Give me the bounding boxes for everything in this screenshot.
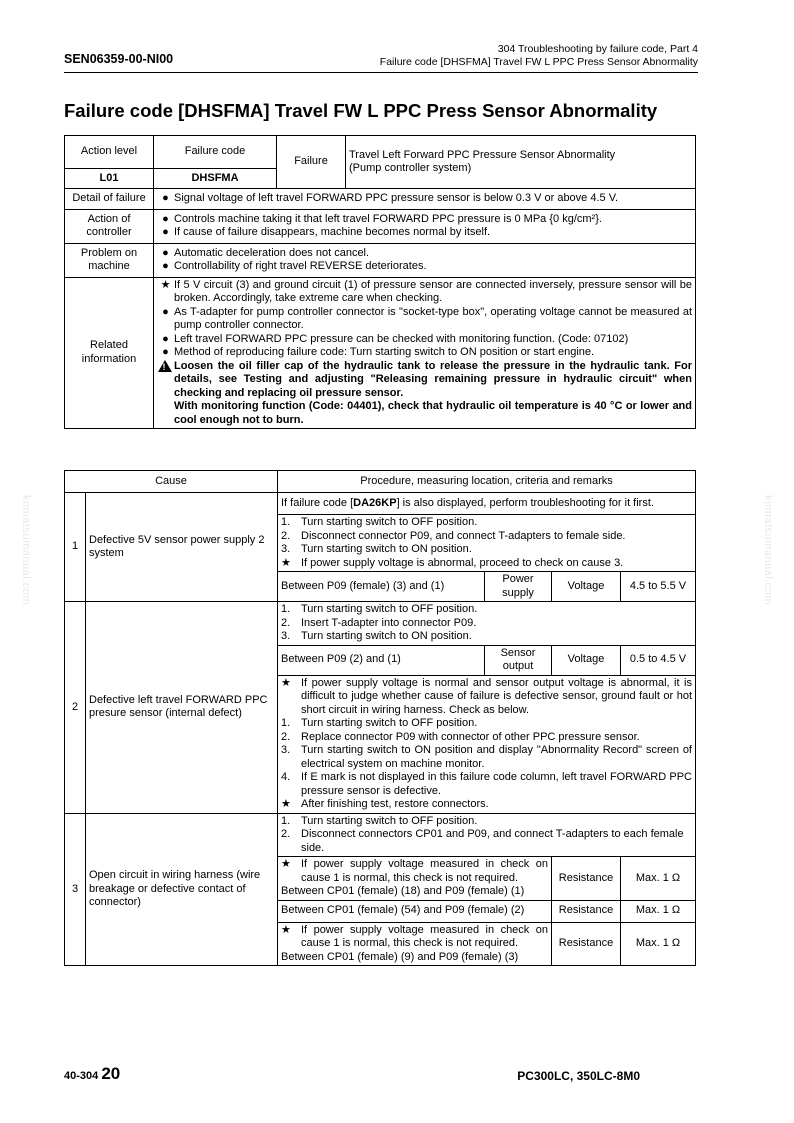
note: After finishing test, restore connectors. bbox=[301, 798, 489, 810]
step: Disconnect connector P09, and connect T-adapters to female side. bbox=[301, 529, 626, 542]
procedure-header: Procedure, measuring location, criteria and remarks bbox=[278, 471, 696, 493]
section-title: 304 Troubleshooting by failure code, Part 4 bbox=[497, 43, 698, 55]
cause-1-number: 1 bbox=[65, 493, 86, 602]
measure-value: Max. 1 Ω bbox=[621, 857, 696, 901]
problem-text-2: Controllability of right travel REVERSE deteriorates. bbox=[174, 260, 427, 272]
measure-location: Between P09 (female) (3) and (1) bbox=[278, 572, 485, 602]
star-icon: ★ bbox=[281, 676, 291, 689]
cause-1-description: Defective 5V sensor power supply 2 system bbox=[86, 493, 278, 602]
related-text-4: Method of reproducing failure code: Turn starting switch to ON position or start engine. bbox=[174, 346, 595, 358]
star-icon: ★ bbox=[281, 923, 291, 936]
cause-3-number: 3 bbox=[65, 813, 86, 966]
cause-2-check: ★ If power supply voltage is normal and sensor output voltage is abnormal, it is difficult to judge whether cause of failure is defective sensor, ground fault or hot short circuit in wiring harness. Check as below. 1. Turn starting switch to OFF position. 2. Replace connector P09 with connector of other PPC pressure sensor. 3. Turn starting switch to ON position and display "Abnormality Record" screen of electrical system on machine monitor. 4. If E mark is not displayed in this failure code column, left travel FORWARD PPC pressure sensor is defective. ★ After finishing test, restore connectors. bbox=[278, 675, 696, 813]
warning-text-1: Loosen the oil filler cap of the hydraulic tank to release the pressure in the hydraulic tank. For details, see Testing and adjusting "Releasing remaining pressure in hydraulic circuit" when checking and replacing oil pressure sensor. bbox=[174, 359, 692, 399]
precheck-code: DA26KP bbox=[353, 496, 397, 509]
page-title: Failure code [DHSFMA] Travel FW L PPC Press Sensor Abnormality bbox=[64, 100, 658, 121]
measure-type: Voltage bbox=[552, 572, 621, 602]
detail-cell: ● Signal voltage of left travel FORWARD PPC pressure sensor is below 0.3 V or above 4.5 V. bbox=[154, 189, 696, 210]
related-text-2: As T-adapter for pump controller connector is "socket-type box", operating voltage cannot be measured at pump controller connector. bbox=[174, 305, 692, 331]
cause-table bbox=[64, 470, 696, 966]
star-icon: ★ bbox=[281, 556, 291, 569]
step: Replace connector P09 with connector of other PPC pressure sensor. bbox=[301, 730, 640, 743]
step: Turn starting switch to ON position and display "Abnormality Record" screen of electrical system on machine monitor. bbox=[301, 744, 692, 770]
measure-item: Power supply bbox=[485, 572, 552, 602]
page-prefix: 40-304 bbox=[64, 1070, 99, 1082]
detail-text: Signal voltage of left travel FORWARD PPC pressure sensor is below 0.3 V or above 4.5 V. bbox=[174, 192, 619, 204]
related-text-1: If 5 V circuit (3) and ground circuit (1) of pressure sensor are connected inversely, pressure sensor will be broken. Accordingly, take extreme care when checking. bbox=[174, 278, 692, 304]
step: Turn starting switch to OFF position. bbox=[301, 603, 478, 615]
warning-icon bbox=[158, 360, 172, 372]
cause-3-description: Open circuit in wiring harness (wire breakage or defective contact of connector) bbox=[86, 813, 278, 966]
problem-cell: ● Automatic deceleration does not cancel. ● Controllability of right travel REVERSE deteriorates. bbox=[154, 243, 696, 277]
cause-2-description: Defective left travel FORWARD PPC presure sensor (internal defect) bbox=[86, 602, 278, 814]
precheck-text-end: ] is also displayed, perform troubleshooting for it first. bbox=[396, 496, 654, 509]
step: Turn starting switch to ON position. bbox=[301, 543, 472, 555]
measure-type: Voltage bbox=[552, 645, 621, 675]
measure-item: Sensor output bbox=[485, 645, 552, 675]
step: If E mark is not displayed in this failure code column, left travel FORWARD PPC pressure sensor is defective. bbox=[301, 771, 692, 797]
step: Turn starting switch to ON position. bbox=[301, 630, 472, 642]
document-code: SEN06359-00-NI00 bbox=[64, 52, 174, 66]
failure-description-line: Travel Left Forward PPC Pressure Sensor Abnormality bbox=[349, 148, 616, 161]
note: If power supply voltage is normal and sensor output voltage is abnormal, it is difficult to judge whether cause of failure is defective sensor, ground fault or hot short circuit in wiring harness. Check as below. bbox=[301, 676, 692, 716]
measure-type: Resistance bbox=[552, 900, 621, 922]
problem-label: Problem on machine bbox=[65, 243, 154, 277]
action-text-2: If cause of failure disappears, machine becomes normal by itself. bbox=[174, 226, 491, 238]
failure-info-table bbox=[64, 135, 696, 429]
related-label: Related information bbox=[65, 277, 154, 429]
action-level-value: L01 bbox=[65, 169, 154, 189]
action-cell: ● Controls machine taking it that left travel FORWARD PPC pressure is 0 MPa {0 kg/cm²}. ● If cause of failure disappears, machine becomes normal by itself. bbox=[154, 209, 696, 243]
measure-type: Resistance bbox=[552, 922, 621, 966]
page-number bbox=[64, 1064, 120, 1084]
measure-location bbox=[278, 922, 552, 966]
watermark-left: komatsumanual.com bbox=[20, 495, 32, 605]
failure-system-line: (Pump controller system) bbox=[349, 162, 472, 174]
step: Turn starting switch to OFF position. bbox=[301, 717, 478, 729]
step: Turn starting switch to OFF position. bbox=[301, 814, 478, 827]
watermark-right: komatsumanual.com bbox=[762, 495, 774, 605]
precheck-text: If failure code [ bbox=[281, 496, 354, 509]
cause-2-number: 2 bbox=[65, 602, 86, 814]
page-num: 20 bbox=[101, 1064, 121, 1083]
measure-value: Max. 1 Ω bbox=[621, 922, 696, 966]
note: If power supply voltage is abnormal, proceed to check on cause 3. bbox=[301, 556, 624, 569]
header-rule bbox=[64, 72, 698, 73]
measure-location: Between P09 (2) and (1) bbox=[278, 645, 485, 675]
note: If power supply voltage measured in check on cause 1 is normal, this check is not required. bbox=[301, 858, 548, 884]
subsection-title: Failure code [DHSFMA] Travel FW L PPC Press Sensor Abnormality bbox=[379, 56, 698, 68]
cause-1-precheck bbox=[278, 493, 696, 515]
failure-code-header: Failure code bbox=[154, 136, 277, 169]
related-text-3: Left travel FORWARD PPC pressure can be checked with monitoring function. (Code: 07102) bbox=[174, 332, 629, 345]
action-text-1: Controls machine taking it that left travel FORWARD PPC pressure is 0 MPa {0 kg/cm²}. bbox=[174, 212, 602, 225]
step: Turn starting switch to OFF position. bbox=[301, 516, 478, 528]
star-icon: ★ bbox=[281, 798, 291, 810]
action-label: Action of controller bbox=[65, 209, 154, 243]
failure-code-value: DHSFMA bbox=[154, 169, 277, 189]
measure-location-text: Between CP01 (female) (18) and P09 (female) (1) bbox=[281, 885, 525, 897]
measure-location: Between CP01 (female) (54) and P09 (female) (2) bbox=[278, 900, 552, 922]
measure-value: Max. 1 Ω bbox=[621, 900, 696, 922]
star-icon: ★ bbox=[160, 278, 171, 291]
star-icon: ★ bbox=[281, 858, 291, 870]
running-header bbox=[380, 43, 698, 69]
failure-description bbox=[346, 136, 696, 189]
measure-location bbox=[278, 857, 552, 901]
step: Disconnect connectors CP01 and P09, and connect T-adapters to each female side. bbox=[301, 828, 684, 854]
failure-header: Failure bbox=[277, 136, 346, 189]
cause-header: Cause bbox=[65, 471, 278, 493]
problem-text-1: Automatic deceleration does not cancel. bbox=[174, 246, 370, 259]
detail-label: Detail of failure bbox=[65, 189, 154, 210]
step: Insert T-adapter into connector P09. bbox=[301, 616, 477, 629]
warning-text-2: With monitoring function (Code: 04401), check that hydraulic oil temperature is 40 °C or lower and cool enough not to burn. bbox=[174, 400, 692, 426]
action-level-header: Action level bbox=[65, 136, 154, 169]
measure-value: 0.5 to 4.5 V bbox=[621, 645, 696, 675]
cause-3-steps: 1. Turn starting switch to OFF position. 2. Disconnect connectors CP01 and P09, and connect T-adapters to each female side. bbox=[278, 813, 696, 857]
measure-value: 4.5 to 5.5 V bbox=[621, 572, 696, 602]
measure-type: Resistance bbox=[552, 857, 621, 901]
related-cell: ★ If 5 V circuit (3) and ground circuit (1) of pressure sensor are connected inversely, pressure sensor will be broken. Accordingly, take extreme care when checking. ● As T-adapter for pump controller connector is "socket-type box", operating voltage cannot be measured at pump controller connector. ● Left travel FORWARD PPC pressure can be checked with monitoring function. (Code: 07102) ● Method of reproducing failure code: Turn starting switch to ON position or start engine. ! Loosen the oil filler cap of the hydraulic tank to release the pressure in the hydraulic tank. For details, see Testing and adjusting "Releasing remaining pressure in hydraulic circuit" when checking and replacing oil pressure sensor. With monitoring function (Code: 04401), check that hydraulic oil temperature is 40 °C or lower and cool enough not to burn. bbox=[154, 277, 696, 429]
note: If power supply voltage measured in check on cause 1 is normal, this check is not required. bbox=[301, 923, 548, 949]
measure-location-text: Between CP01 (female) (9) and P09 (female) (3) bbox=[281, 950, 519, 963]
cause-2-steps: 1. Turn starting switch to OFF position. 2. Insert T-adapter into connector P09. 3. Turn starting switch to ON position. bbox=[278, 602, 696, 646]
cause-1-steps: 1. Turn starting switch to OFF position. 2. Disconnect connector P09, and connect T-adapters to female side. 3. Turn starting switch to ON position. ★ If power supply voltage is abnormal, proceed to check on cause 3. bbox=[278, 515, 696, 572]
model-name: PC300LC, 350LC-8M0 bbox=[517, 1069, 640, 1083]
